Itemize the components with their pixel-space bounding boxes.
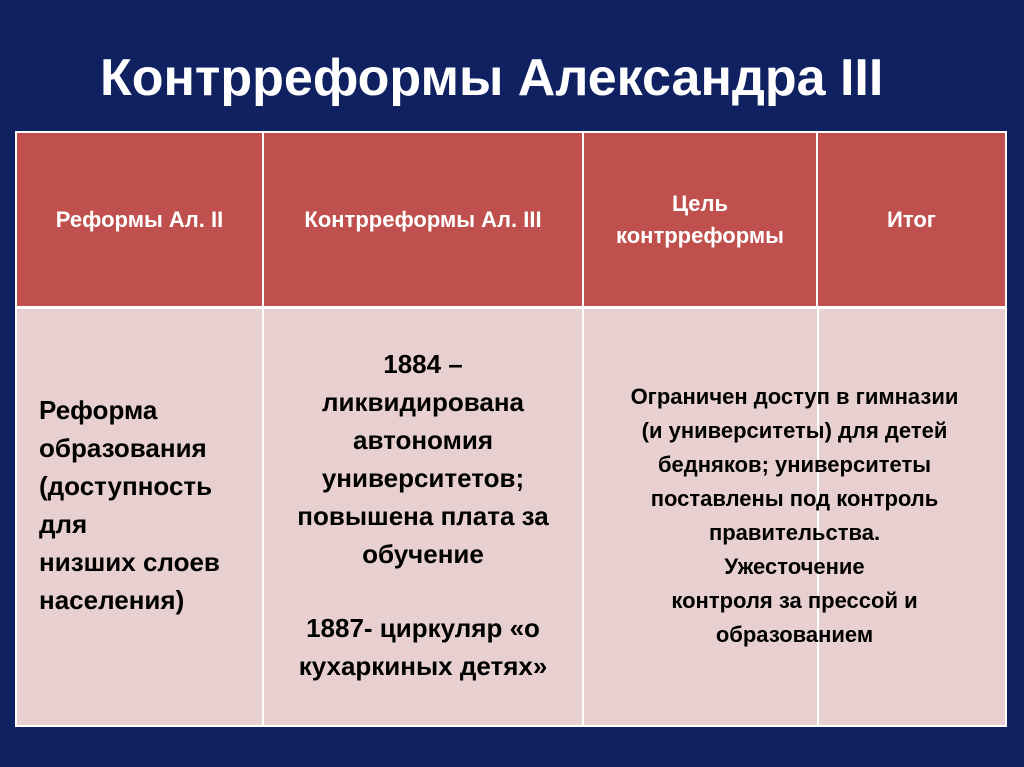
cell-line: ликвидирована [322,387,524,417]
cell-line: Ограничен доступ в гимназии [630,384,959,409]
cell-line: образованием [715,622,874,647]
cell-line: поставлены под контроль [650,486,939,511]
header-line: контрреформы [616,222,784,248]
cell-line: низших слоев [39,547,220,577]
cell-goal-and-result [584,309,1007,727]
cell-line: повышена плата за [297,501,549,531]
cell-line: правительства. [708,520,881,545]
reforms-table [15,131,1007,727]
cell-line: (доступность [39,471,213,501]
cell-education-reform [15,309,264,727]
header-line: Реформы Ал. II [55,206,224,232]
cell-line: автономия [352,425,493,455]
cell-counter-reforms [264,309,584,727]
goal-result-text [584,380,1005,652]
header-counter-reforms-alexander-3 [264,131,584,309]
cell-line: обучение [362,539,484,569]
cell-line: контроля за прессой и [671,588,918,613]
cell-line: бедняков; университеты [657,452,932,477]
cell-line: для [39,509,88,539]
slide-title: Контрреформы Александра III [100,49,884,107]
cell-line: 1884 – [383,349,463,379]
header-counter-reform-goal [584,131,818,309]
header-result [818,131,1007,309]
header-line: Итог [887,206,936,232]
cell-line: населения) [39,585,185,615]
cell-line: кухаркиных детях» [298,651,548,681]
cell-line: университетов; [321,463,525,493]
header-reforms-alexander-2 [15,131,264,309]
header-line: Цель [671,190,729,216]
header-line: Контрреформы Ал. III [304,206,542,232]
cell-line: (и университеты) для детей [641,418,948,443]
cell-line: Реформа [39,395,158,425]
cell-line: образования [39,433,207,463]
cell-line: Ужесточение [724,554,865,579]
cell-line: 1887- циркуляр «о [306,613,540,643]
